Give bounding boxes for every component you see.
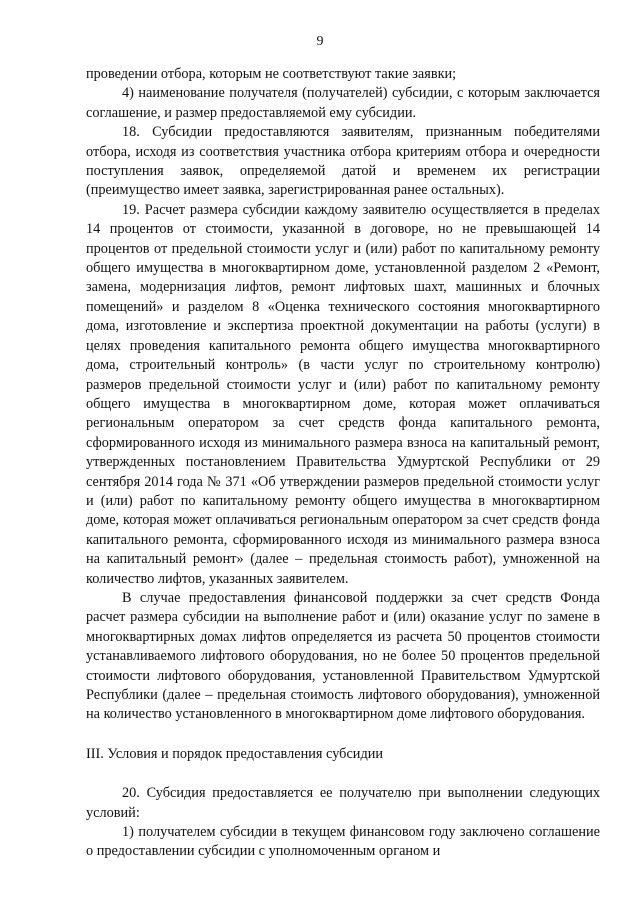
paragraph-continuation: проведении отбора, которым не соответствуют такие заявки;	[86, 66, 457, 82]
page-number: 9	[316, 34, 324, 49]
paragraph-condition-1: 1) получателем субсидии в текущем финансовом году заключено соглашение о предоставлении субсидии с уполномоченным органом и	[86, 824, 600, 860]
paragraph-18: 18. Субсидии предоставляются заявителям, признанным победителями отбора, исходя из соответствия участника отбора критериям отбора и очередности поступления заявок, определяемой датой и временем их регистрации (преимущество имеет заявка, зарегистрированная ранее остальных).	[86, 124, 600, 199]
paragraph-20: 20. Субсидия предоставляется ее получателю при выполнении следующих условий:	[86, 785, 600, 821]
paragraph-19: 19. Расчет размера субсидии каждому заявителю осуществляется в пределах 14 процентов от стоимости, указанной в договоре, но не превышающей 14 процентов от предельной стоимости услуг и (или) работ по капитальному ремонту общего имущества в многоквартирном доме, установленной разделом 2 «Ремонт, замена, модернизация лифтов, ремонт лифтовых шахт, машинных и блочных помещений» и разделом 8 «Оценка технического состояния многоквартирного дома, изготовление и экспертиза проектной документации на работы (услуги) в целях проведения капитального ремонта общего имущества многоквартирного дома, строительный контроль» (в части услуг по строительному контролю) размеров предельной стоимости услуг и (или) работ по капитальному ремонту общего имущества в многоквартирном доме, которая может оплачиваться региональным оператором за счет средств фонда капитального ремонта, сформированного исходя из минимального размера взноса на капитальный ремонт, утвержденных постановлением Правительства Удмуртской Республики от 29 сентября 2014 года № 371 «Об утверждении размеров предельной стоимости услуг и (или) работ по капитальному ремонту общего имущества в многоквартирном доме, которая может оплачиваться региональным оператором за счет средств фонда капитального ремонта, сформированного исходя из минимального размера взноса на капитальный ремонт» (далее – предельная стоимость работ), умноженной на количество лифтов, указанных заявителем.	[86, 201, 600, 587]
paragraph-item-4: 4) наименование получателя (получателей) субсидии, с которым заключается соглашение, и размер предоставляемой ему субсидии.	[86, 85, 600, 121]
document-body	[86, 65, 600, 862]
section-heading: III. Условия и порядок предоставления субсидии	[86, 745, 384, 762]
paragraph-fund-support: В случае предоставления финансовой поддержки за счет средств Фонда расчет размера субсидии на выполнение работ и (или) оказание услуг по замене в многоквартирных домах лифтов определяется из расчета 50 процентов стоимости устанавливаемого лифтового оборудования, но не более 50 процентов предельной стоимости лифтового оборудования, установленной Правительством Удмуртской Республики (далее – предельная стоимость лифтового оборудования), умноженной на количество установленного в многоквартирном доме лифтового оборудования.	[86, 589, 600, 723]
